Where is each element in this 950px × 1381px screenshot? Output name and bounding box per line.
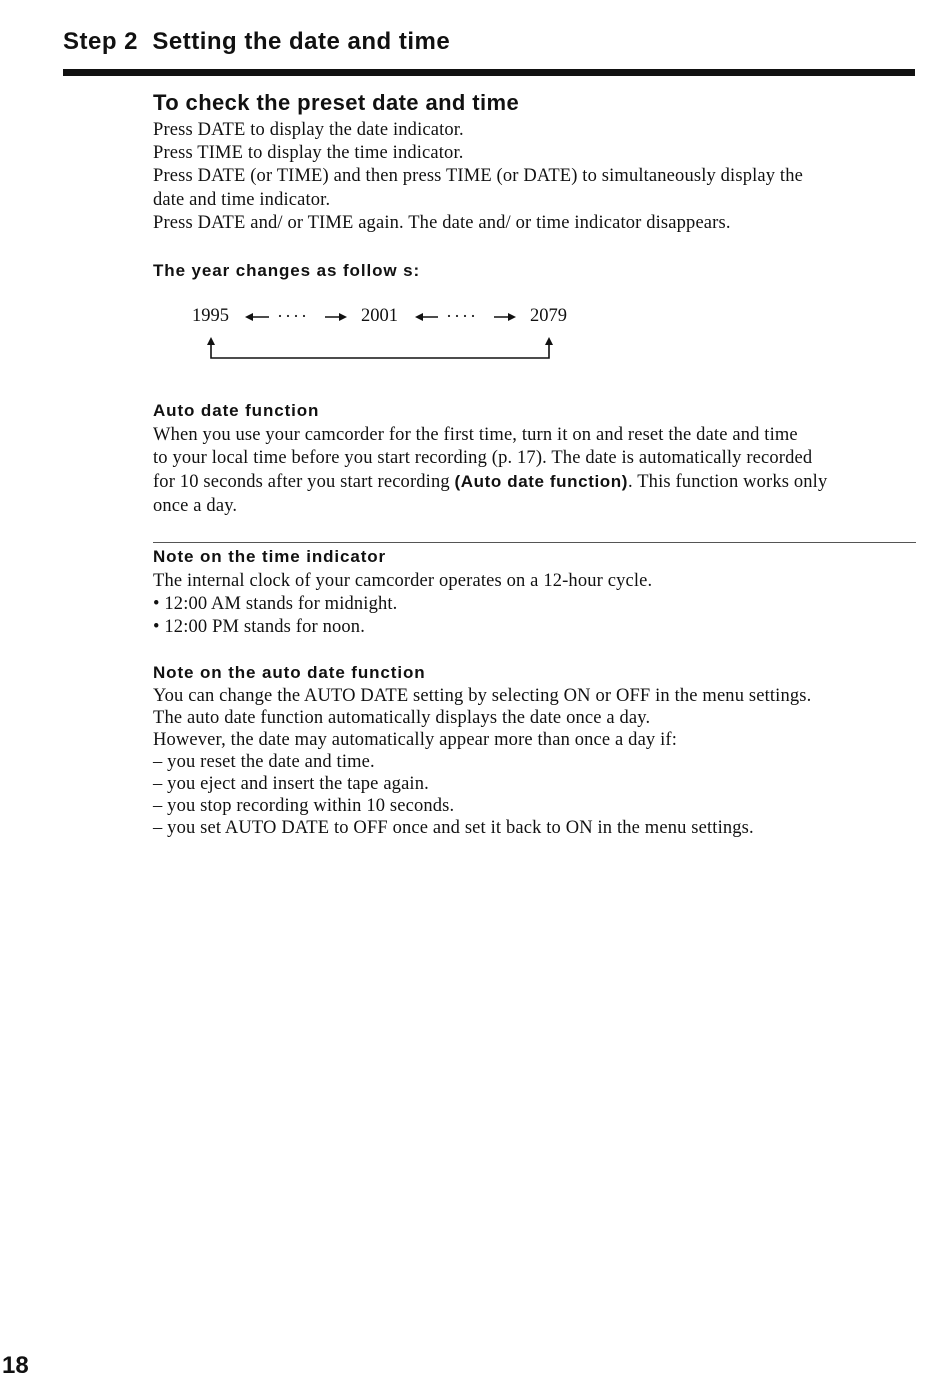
note-time-body bbox=[153, 570, 918, 640]
note-auto-date-line: You can change the AUTO DATE setting by selecting ON or OFF in the menu settings. bbox=[153, 686, 812, 706]
step-title: Step 2 Setting the date and time bbox=[63, 28, 451, 55]
check-preset-line: date and time indicator. bbox=[153, 189, 331, 210]
auto-date-line bbox=[153, 470, 918, 494]
auto-date-body bbox=[153, 424, 918, 518]
left-arrow-icon bbox=[245, 313, 269, 321]
note-time-heading: Note on the time indicator bbox=[153, 547, 387, 566]
loop-arrow-icon bbox=[207, 337, 553, 358]
note-auto-date-line: – you stop recording within 10 seconds. bbox=[153, 796, 455, 816]
note-time-line: • 12:00 PM stands for noon. bbox=[153, 617, 365, 638]
auto-date-line: When you use your camcorder for the first time, turn it on and reset the date and time bbox=[153, 425, 798, 445]
section-divider bbox=[153, 542, 916, 543]
check-preset-line: Press DATE to display the date indicator. bbox=[153, 120, 464, 140]
auto-date-term: (Auto date function) bbox=[454, 472, 629, 492]
check-preset-line: Press DATE (or TIME) and then press TIME (or DATE) to simultaneously display the bbox=[153, 166, 803, 187]
auto-date-text: . This function works only bbox=[628, 472, 828, 493]
check-preset-line: Press TIME to display the time indicator. bbox=[153, 143, 464, 164]
note-time-line: • 12:00 AM stands for midnight. bbox=[153, 594, 398, 615]
note-auto-date-body bbox=[153, 685, 918, 839]
note-auto-date-line: The auto date function automatically displays the date once a day. bbox=[153, 708, 651, 728]
ellipsis-dots: ···· bbox=[446, 306, 478, 326]
note-auto-date-line: However, the date may automatically appear more than once a day if: bbox=[153, 730, 678, 750]
left-arrow-icon bbox=[415, 313, 438, 321]
year-changes-heading: The year changes as follow s: bbox=[153, 261, 421, 280]
right-arrow-icon bbox=[494, 313, 516, 321]
check-preset-heading: To check the preset date and time bbox=[153, 90, 520, 115]
year-arrows bbox=[185, 300, 585, 365]
auto-date-heading: Auto date function bbox=[153, 401, 320, 420]
note-auto-date-heading: Note on the auto date function bbox=[153, 663, 426, 682]
year-end: 2079 bbox=[530, 306, 567, 326]
header-rule bbox=[63, 69, 915, 76]
note-auto-date-line: – you reset the date and time. bbox=[153, 752, 375, 772]
right-arrow-icon bbox=[325, 313, 347, 321]
note-auto-date-line: – you set AUTO DATE to OFF once and set it back to ON in the menu settings. bbox=[153, 818, 754, 838]
auto-date-text: for 10 seconds after you start recording bbox=[153, 472, 455, 493]
year-cycle-diagram bbox=[185, 300, 585, 365]
note-time-line: The internal clock of your camcorder operates on a 12-hour cycle. bbox=[153, 571, 653, 591]
check-preset-body bbox=[153, 119, 918, 235]
page-number: 18 bbox=[2, 1352, 29, 1379]
ellipsis-dots: ···· bbox=[277, 306, 309, 326]
auto-date-line: once a day. bbox=[153, 495, 238, 516]
note-auto-date-line: – you eject and insert the tape again. bbox=[153, 774, 429, 794]
year-middle: 2001 bbox=[361, 306, 398, 326]
check-preset-line: Press DATE and/ or TIME again. The date and/ or time indicator disappears. bbox=[153, 212, 731, 233]
auto-date-line: to your local time before you start recording (p. 17). The date is automatically recorded bbox=[153, 448, 813, 469]
year-start: 1995 bbox=[192, 306, 229, 326]
